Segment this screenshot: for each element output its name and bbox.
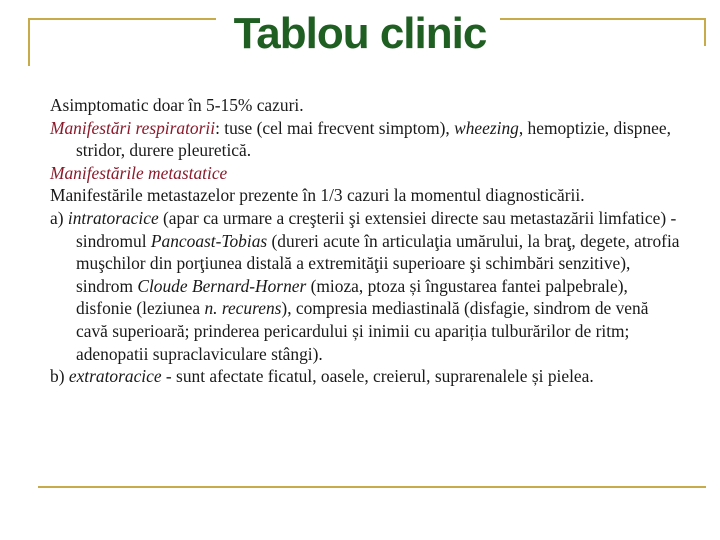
wheezing-term: wheezing <box>454 117 519 138</box>
paragraph-intrathoracic <box>50 207 682 365</box>
metastases-text: Manifestările metastazelor prezente în 1/3 cazuri la momentul diagnosticării. <box>50 185 585 206</box>
intrathoracic-text-4: ), compresia mediastinală (disfagie, sindrom de venă cavă superioară; prinderea pericardului și inimii cu apariția tulburărilor de ritm; adenopatii supraclaviculare stângi). <box>76 298 649 364</box>
frame-bottom-line <box>38 486 706 488</box>
intrathoracic-term: intratoracice <box>67 207 159 228</box>
extrathoracic-prefix: b) <box>50 366 69 387</box>
paragraph-asymptomatic <box>50 94 682 117</box>
pancoast-term: Pancoast-Tobias <box>150 230 268 251</box>
intrathoracic-prefix: a) <box>50 207 68 228</box>
respiratory-heading: Manifestări respiratorii <box>50 117 216 138</box>
slide-title: Tablou clinic <box>233 9 487 58</box>
recurens-term: n. recurens <box>204 298 282 319</box>
metastatic-heading: Manifestările metastatice <box>50 162 228 183</box>
extrathoracic-text: - sunt afectate ficatul, oasele, creierul, suprarenalele și pielea. <box>161 366 594 387</box>
paragraph-extrathoracic <box>50 365 682 388</box>
asymptomatic-text: Asimptomatic doar în 5-15% cazuri. <box>50 95 304 115</box>
respiratory-text-1: : tuse (cel mai frecvent simptom), <box>215 117 455 138</box>
paragraph-metastases <box>50 184 682 207</box>
intrathoracic-text-3: (mioza, ptoza și îngustarea fantei palpebrale), disfonie (leziunea <box>76 275 628 319</box>
respiratory-text-2: , hemoptizie, dispnee, stridor, durere pleuretică. <box>76 117 671 161</box>
intrathoracic-text-2: (dureri acute în articulaţia umărului, la braţ, degete, atrofia muşchilor din porţiunea distală a extremităţii superioare şi schimbări senzitive), sindrom <box>76 230 680 296</box>
extrathoracic-term: extratoracice <box>68 366 162 387</box>
slide-body <box>50 94 682 388</box>
intrathoracic-text-1: (apar ca urmare a creşterii şi extensiei directe sau metastazării limfatice) - sindromul <box>76 207 677 251</box>
paragraph-metastatic-heading <box>50 162 682 185</box>
horner-term: Cloude Bernard-Horner <box>137 275 307 296</box>
paragraph-respiratory <box>50 117 682 162</box>
